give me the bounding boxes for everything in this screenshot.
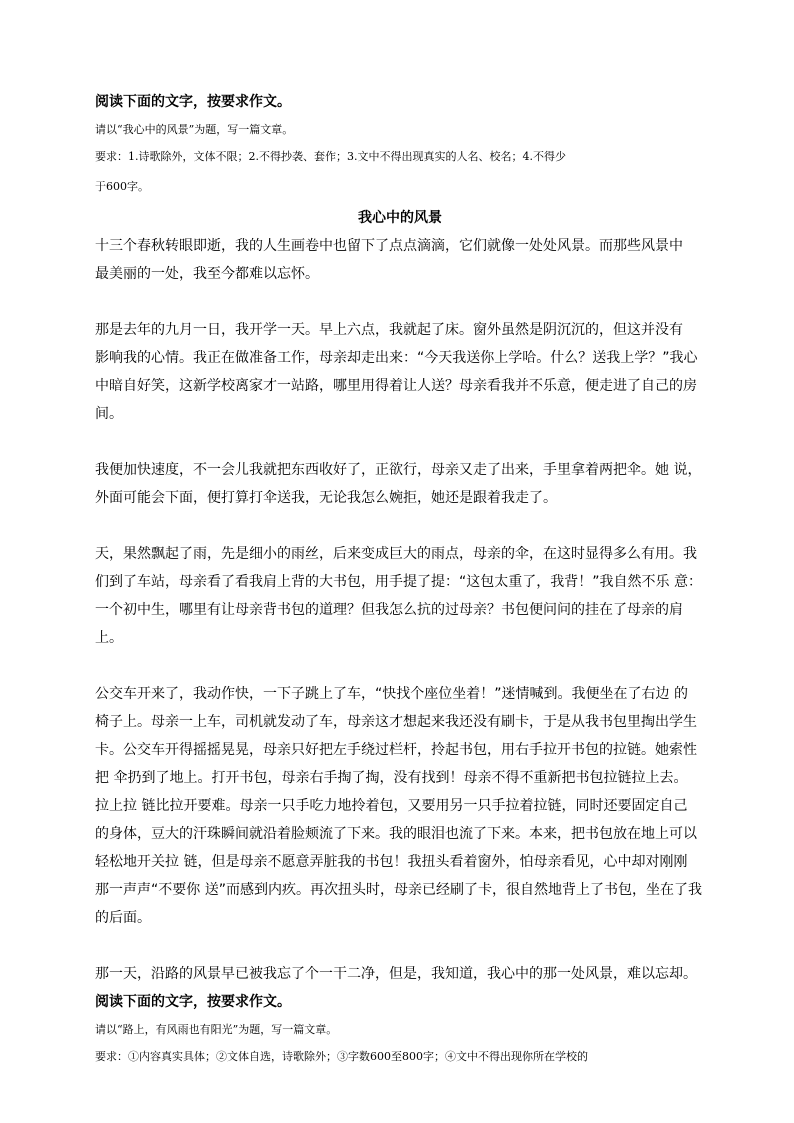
paragraph-line: 公交车开来了，我动作快，一下子跳上了车，“快找个座位坐着！”迷情喊到。我便坐在了右边 的 <box>95 686 688 702</box>
document-page <box>95 88 705 1072</box>
task2-heading: 阅读下面的文字，按要求作文。 <box>95 994 291 1010</box>
paragraph-line: 的身体，豆大的汗珠瞬间就沿着脸颊流了下来。我的眼泪也流了下来。本来，把书包放在地上可以 <box>95 826 697 842</box>
paragraph-line: 天，果然飘起了雨，先是细小的雨丝，后来变成巨大的雨点，母亲的伞，在这时显得多么有用。我 <box>95 546 697 562</box>
paragraph-line: 间。 <box>95 406 123 422</box>
essay-paragraph-6 <box>95 960 705 988</box>
paragraph-line: 我便加快速度，不一会儿我就把东西收好了，正欲行，母亲又走了出来，手里拿着两把伞。她 说， <box>95 462 702 478</box>
essay-paragraph-1 <box>95 232 705 288</box>
paragraph-line: 把 伞扔到了地上。打开书包，母亲右手掏了掏，没有找到！母亲不得不重新把书包拉链拉上去。 <box>95 770 688 786</box>
task1-heading: 阅读下面的文字，按要求作文。 <box>95 94 291 110</box>
paragraph-line: 那是去年的九月一日，我开学一天。早上六点，我就起了床。窗外虽然是阴沉沉的，但这并没有 <box>95 322 683 338</box>
paragraph-line: 那一声声“不要你 送”而感到内疚。再次扭头时，母亲已经刷了卡，很自然地背上了书包，坐在了我 <box>95 882 702 898</box>
paragraph-line: 轻松地开关拉 链，但是母亲不愿意弄脏我的书包！我扭头看着窗外，怕母亲看见，心中却对刚刚 <box>95 854 688 870</box>
paragraph-line: 那一天，沿路的风景早已被我忘了个一干二净，但是，我知道，我心中的那一处风景，难以忘却。 <box>95 966 697 982</box>
requirement-line: 要求：①内容真实具体；②文体自选，诗歌除外；③字数600至800字；④文中不得出现你所在学校的 <box>95 1050 588 1063</box>
paragraph-line: 的后面。 <box>95 910 151 926</box>
task2-requirements <box>95 1042 705 1072</box>
task2-prompt: 请以“路上，有风雨也有阳光”为题，写一篇文章。 <box>95 1023 338 1036</box>
paragraph-line: 最美丽的一处，我至今都难以忘怀。 <box>95 266 319 282</box>
paragraph-line: 十三个春秋转眼即逝，我的人生画卷中也留下了点点滴滴，它们就像一处处风景。而那些风景中 <box>95 238 683 254</box>
essay-paragraph-4 <box>95 540 705 652</box>
paragraph-line: 上。 <box>95 630 123 646</box>
paragraph-line: 中暗自好笑，这新学校离家才一站路，哪里用得着让人送？母亲看我并不乐意，便走进了自己的房 <box>95 378 697 394</box>
requirement-line: 于600字。 <box>95 180 149 193</box>
essay-paragraph-2 <box>95 316 705 428</box>
paragraph-line: 椅子上。母亲一上车，司机就发动了车，母亲这才想起来我还没有刷卡，于是从我书包里掏出学生 <box>95 714 697 730</box>
essay-paragraph-3 <box>95 456 705 512</box>
essay-paragraph-5 <box>95 680 705 932</box>
paragraph-line: 外面可能会下面，便打算打伞送我，无论我怎么婉拒，她还是跟着我走了。 <box>95 490 557 506</box>
requirement-line: 要求：1.诗歌除外，文体不限；2.不得抄袭、套作；3.文中不得出现真实的人名、校名；4.不得少 <box>95 150 566 163</box>
task1-requirements <box>95 142 705 202</box>
essay-title: 我心中的风景 <box>358 210 442 226</box>
paragraph-line: 一个初中生，哪里有让母亲背书包的道理？但我怎么抗的过母亲？书包便问问的挂在了母亲的肩 <box>95 602 683 618</box>
paragraph-line: 影响我的心情。我正在做准备工作，母亲却走出来：“今天我送你上学哈。什么？送我上学？”我心 <box>95 350 698 366</box>
task1-prompt: 请以“我心中的风景”为题，写一篇文章。 <box>95 123 294 136</box>
paragraph-line: 拉上拉 链比拉开要难。母亲一只手吃力地拎着包，又要用另一只手拉着拉链，同时还要固定自己 <box>95 798 688 814</box>
paragraph-line: 卡。公交车开得摇摇晃晃，母亲只好把左手绕过栏杆，拎起书包，用右手拉开书包的拉链。她索性 <box>95 742 697 758</box>
paragraph-line: 们到了车站，母亲看了看我肩上背的大书包，用手提了提：“这包太重了，我背！”我自然不乐 意： <box>95 574 702 590</box>
